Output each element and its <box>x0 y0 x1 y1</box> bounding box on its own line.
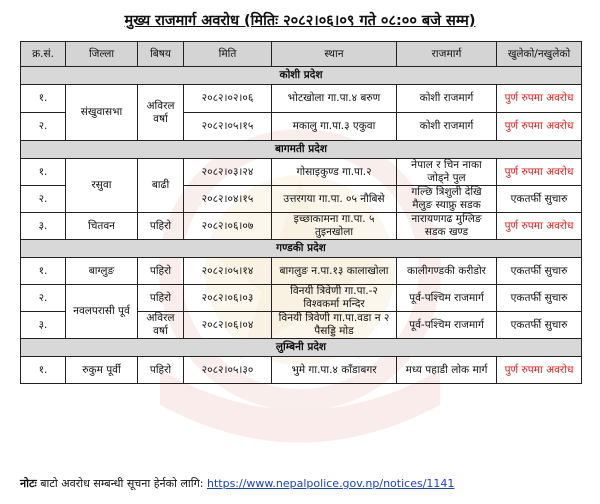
cell-subject: अविरल वर्षा <box>138 85 184 141</box>
cell-district: बाग्लुङ <box>66 258 138 285</box>
cell-place: विनयी त्रिवेणी गा.पा.-२ विश्वकर्मा मन्दिर <box>272 285 397 312</box>
province-row-lumbini <box>21 339 582 357</box>
cell-subject: पहिरो <box>138 285 184 312</box>
table-row <box>21 85 582 113</box>
cell-highway: नेपाल र चिन नाका जोड्ने पुल <box>397 159 497 186</box>
header-subject: बिषय <box>138 42 184 67</box>
cell-highway: मध्य पहाडी लोक मार्ग <box>397 357 497 384</box>
cell-status: एकतर्फी सुचारु <box>497 258 582 285</box>
cell-place: बागलुङ न.पा.१३ कालाखोला <box>272 258 397 285</box>
cell-date: २०८२।०२।०६ <box>184 85 272 113</box>
cell-district: रुकुम पूर्वी <box>66 357 138 384</box>
cell-date: २०८२।०३।२४ <box>184 159 272 186</box>
cell-place: भुमे गा.पा.४ काँडाबगर <box>272 357 397 384</box>
cell-highway: पूर्व-पश्चिम राजमार्ग <box>397 312 497 339</box>
cell-highway: कोशी राजमार्ग <box>397 85 497 113</box>
cell-sn: १. <box>21 357 66 384</box>
table-row <box>21 159 582 186</box>
cell-subject: पहिरो <box>138 258 184 285</box>
cell-highway: गल्छि त्रिशुली देखि मैलुङ स्याफ्रु सडक <box>397 186 497 213</box>
header-date: मिति <box>184 42 272 67</box>
table-row <box>21 285 582 312</box>
cell-place: इच्छाकामना गा.पा. ५ तुइनखोला <box>272 213 397 240</box>
footer-note <box>20 476 454 491</box>
cell-date: २०८२।०६।०३ <box>184 285 272 312</box>
cell-subject: पहिरो <box>138 357 184 384</box>
cell-district: चितवन <box>66 213 138 240</box>
header-highway: राजमार्ग <box>397 42 497 67</box>
table-row <box>21 258 582 285</box>
cell-sn: २. <box>21 113 66 141</box>
cell-district: संखुवासभा <box>66 85 138 141</box>
table-header-row <box>21 42 582 67</box>
cell-status: एकतर्फी सुचारु <box>497 186 582 213</box>
header-district: जिल्ला <box>66 42 138 67</box>
province-label: बागमती प्रदेश <box>21 141 582 159</box>
province-label: कोशी प्रदेश <box>21 67 582 85</box>
cell-status: एकतर्फी सुचारु <box>497 312 582 339</box>
cell-status: पुर्ण रुपमा अवरोध <box>497 159 582 186</box>
table-row <box>21 213 582 240</box>
cell-highway: कोशी राजमार्ग <box>397 113 497 141</box>
cell-date: २०८२।०६।०४ <box>184 312 272 339</box>
note-label: नोटः <box>20 477 37 490</box>
table-row <box>21 357 582 384</box>
header-place: स्थान <box>272 42 397 67</box>
cell-sn: २. <box>21 285 66 312</box>
highway-obstruction-table <box>20 41 582 384</box>
cell-status: पुर्ण रुपमा अवरोध <box>497 113 582 141</box>
province-label: गण्डकी प्रदेश <box>21 240 582 258</box>
cell-status: पुर्ण रुपमा अवरोध <box>497 357 582 384</box>
cell-date: २०८२।०४।१५ <box>184 186 272 213</box>
cell-status: एकतर्फी सुचारु <box>497 285 582 312</box>
cell-highway: नारायणगढ मुग्लिङ सडक खण्ड <box>397 213 497 240</box>
province-row-bagmati <box>21 141 582 159</box>
cell-sn: १. <box>21 258 66 285</box>
cell-date: २०८२।०५।१५ <box>184 113 272 141</box>
cell-sn: २. <box>21 186 66 213</box>
header-sn: क्र.सं. <box>21 42 66 67</box>
cell-district: रसुवा <box>66 159 138 213</box>
cell-sn: १. <box>21 159 66 186</box>
cell-highway: पूर्व-पश्चिम राजमार्ग <box>397 285 497 312</box>
cell-district: नवलपरासी पूर्व <box>66 285 138 339</box>
page-title: मुख्य राजमार्ग अवरोध (मितिः २०८२।०६।०९ गते ०८:०० बजे सम्म) <box>124 13 476 29</box>
cell-status: पुर्ण रुपमा अवरोध <box>497 85 582 113</box>
cell-place: विनयी त्रिवेणी गा.पा.वडा न २ पैसड्डि मोड <box>272 312 397 339</box>
notice-link[interactable]: https://www.nepalpolice.gov.np/notices/1141 <box>207 477 455 490</box>
cell-subject: पहिरो <box>138 213 184 240</box>
cell-sn: १. <box>21 85 66 113</box>
cell-place: भोटखोला गा.पा.४ बरुण <box>272 85 397 113</box>
cell-subject: अविरल वर्षा <box>138 312 184 339</box>
cell-date: २०८२।०५।३० <box>184 357 272 384</box>
cell-date: २०८२।०५।१४ <box>184 258 272 285</box>
cell-place: मकालु गा.पा.३ एकुवा <box>272 113 397 141</box>
cell-sn: ३. <box>21 213 66 240</box>
header-status: खुलेको/नखुलेको <box>497 42 582 67</box>
cell-place: गोसाइकुण्ड गा.पा.२ <box>272 159 397 186</box>
cell-date: २०८२।०६।०७ <box>184 213 272 240</box>
province-label: लुम्बिनी प्रदेश <box>21 339 582 357</box>
cell-status: पुर्ण रुपमा अवरोध <box>497 213 582 240</box>
cell-sn: ३. <box>21 312 66 339</box>
province-row-koshi <box>21 67 582 85</box>
province-row-gandaki <box>21 240 582 258</box>
cell-subject: बाढी <box>138 159 184 213</box>
cell-place: उत्तरगया गा.पा. ०५ नौबिसे <box>272 186 397 213</box>
note-text: बाटो अवरोध सम्बन्धी सूचना हेर्नको लागि: <box>36 477 207 490</box>
cell-highway: कालीगण्डकी करीडोर <box>397 258 497 285</box>
